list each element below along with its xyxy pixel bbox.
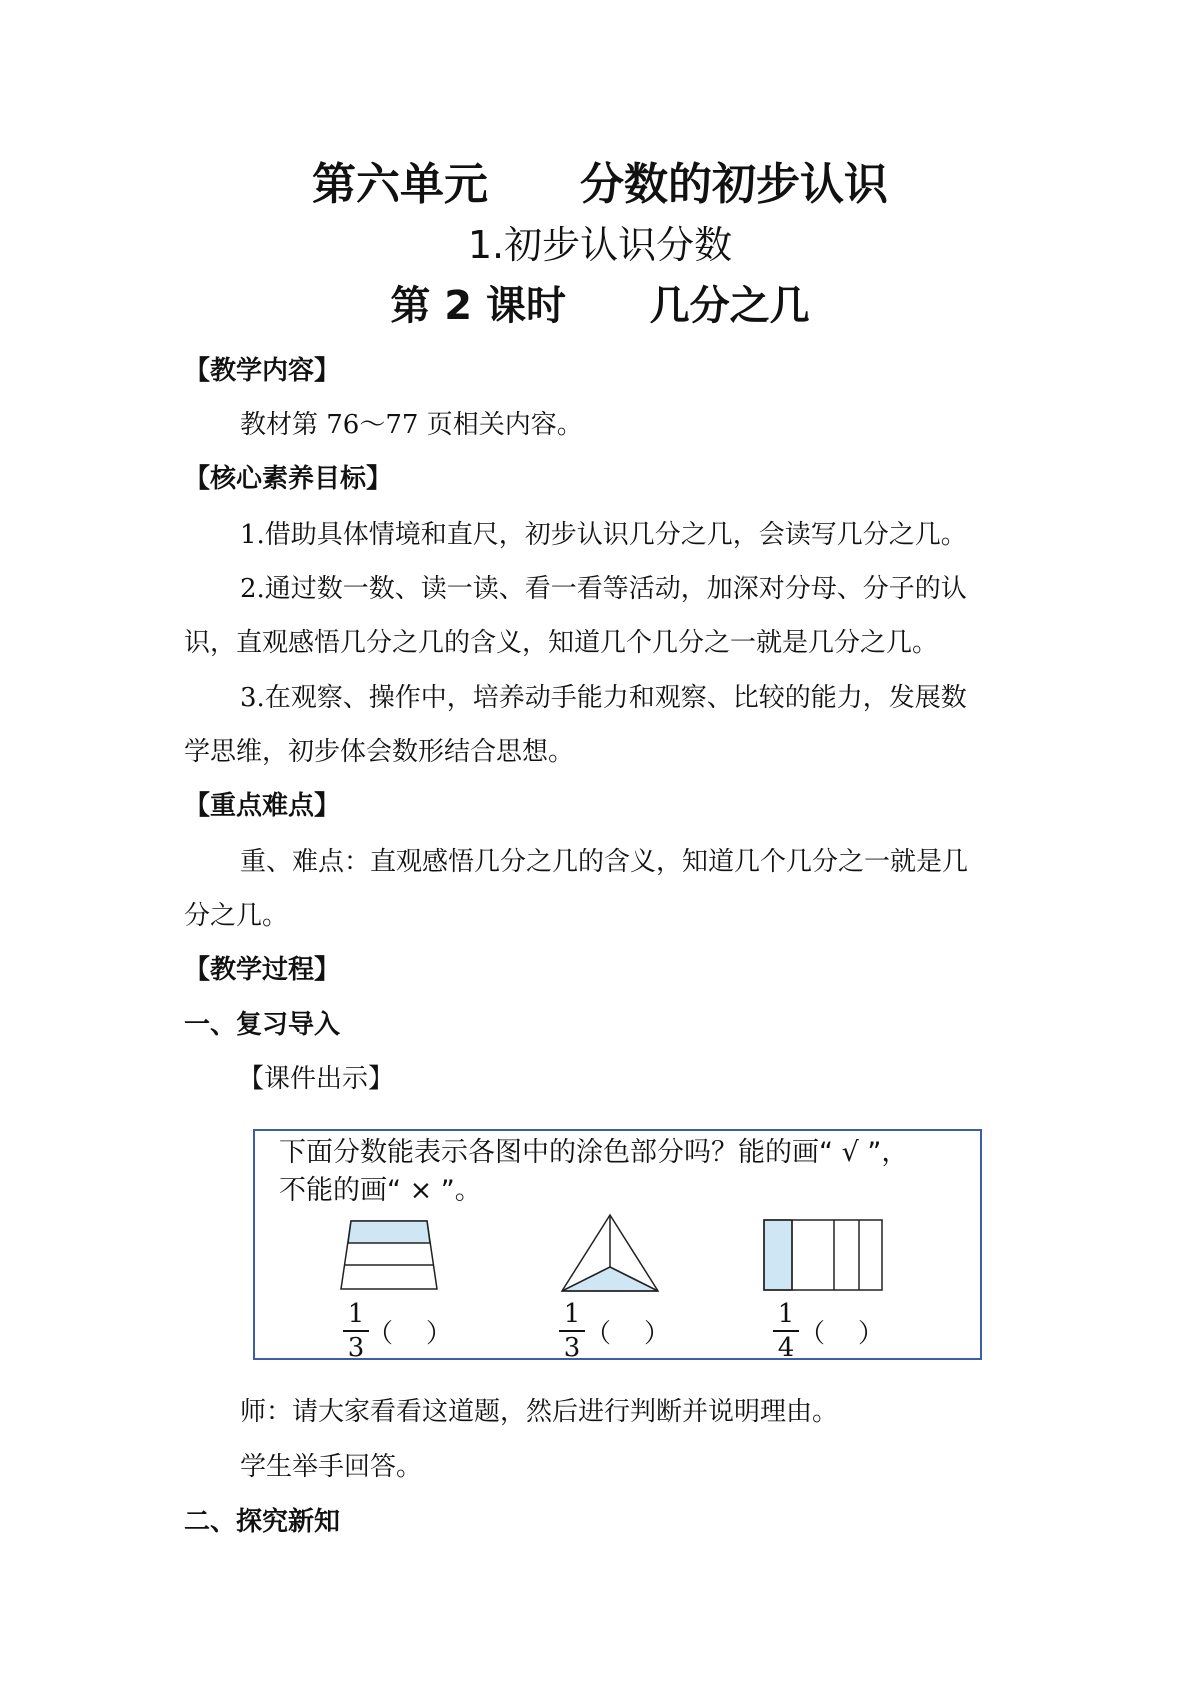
goal-3-line-1: 3.在观察、操作中，培养动手能力和观察、比较的能力，发展数 — [240, 683, 967, 713]
step-1-heading: 一、复习导入 — [184, 1010, 341, 1040]
fraction-2 — [555, 1299, 589, 1363]
fraction-3-numerator: 1 — [777, 1299, 795, 1329]
triangle-shaded-part — [562, 1267, 658, 1291]
section-title: 1.初步认识分数 — [467, 223, 733, 267]
answer-blank-2[interactable]: （ ） — [585, 1319, 671, 1349]
teaching-content-heading: 【教学内容】 — [184, 356, 341, 386]
key-points-line-2: 分之几。 — [184, 901, 289, 931]
teacher-line: 师：请大家看看这道题，然后进行判断并说明理由。 — [240, 1397, 839, 1427]
key-points-line-1: 重、难点：直观感悟几分之几的含义，知道几个几分之一就是几 — [240, 847, 969, 877]
step-2-heading: 二、探究新知 — [184, 1507, 341, 1537]
goals-heading: 【核心素养目标】 — [184, 464, 393, 494]
rectangle-figure — [763, 1219, 885, 1293]
fraction-1-denominator: 3 — [347, 1333, 365, 1363]
key-points-heading: 【重点难点】 — [184, 791, 341, 821]
triangle-figure — [560, 1213, 660, 1295]
teaching-content: 教材第 76～77 页相关内容。 — [240, 410, 583, 440]
students-line: 学生举手回答。 — [240, 1452, 423, 1482]
courseware-label: 【课件出示】 — [238, 1064, 395, 1094]
goal-2-line-1: 2.通过数一数、读一读、看一看等活动，加深对分母、分子的认 — [240, 574, 967, 604]
fraction-1-numerator: 1 — [347, 1299, 365, 1329]
fraction-3 — [769, 1299, 803, 1363]
trapezoid-figure — [339, 1219, 439, 1291]
question-line-1: 下面分数能表示各图中的涂色部分吗？能的画“ √ ”， — [279, 1137, 909, 1168]
question-line-2: 不能的画“ × ”。 — [279, 1175, 482, 1206]
rectangle-shaded-column — [764, 1220, 792, 1290]
answer-blank-3[interactable]: （ ） — [799, 1319, 885, 1349]
fraction-3-bar — [773, 1330, 799, 1332]
goal-2-line-2: 识，直观感悟几分之几的含义，知道几个几分之一就是几分之几。 — [184, 628, 939, 658]
goal-1: 1.借助具体情境和直尺，初步认识几分之几，会读写几分之几。 — [240, 520, 967, 550]
process-heading: 【教学过程】 — [184, 955, 341, 985]
trapezoid-shaded-strip — [348, 1221, 430, 1243]
answer-blank-1[interactable]: （ ） — [367, 1319, 453, 1349]
fraction-1-bar — [343, 1330, 369, 1332]
lesson-title: 第 2 课时 几分之几 — [390, 283, 810, 329]
fraction-3-denominator: 4 — [777, 1333, 795, 1363]
fraction-2-denominator: 3 — [563, 1333, 581, 1363]
fraction-2-bar — [559, 1330, 585, 1332]
unit-title: 第六单元 分数的初步认识 — [312, 159, 888, 210]
goal-3-line-2: 学思维，初步体会数形结合思想。 — [184, 737, 575, 767]
fraction-2-numerator: 1 — [563, 1299, 581, 1329]
question-box — [253, 1129, 982, 1363]
